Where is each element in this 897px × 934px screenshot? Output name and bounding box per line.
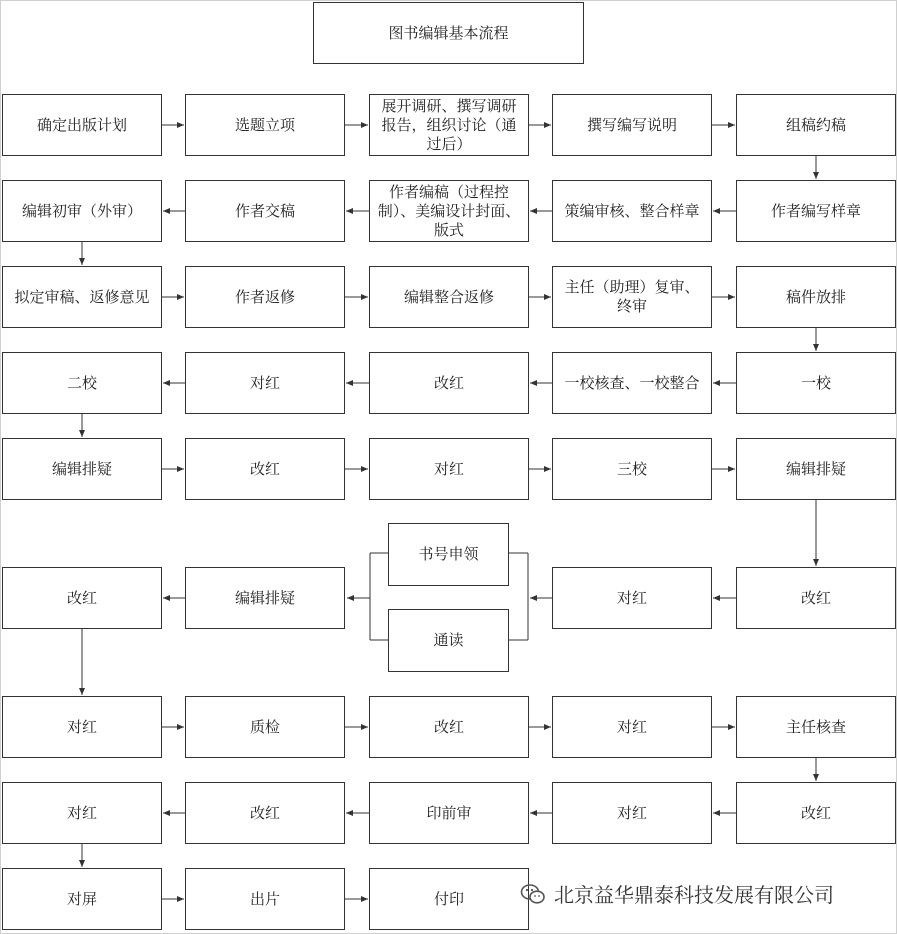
watermark-text: 北京益华鼎泰科技发展有限公司 bbox=[554, 883, 834, 907]
step-r2-c4: 策编审核、整合样章 bbox=[552, 180, 712, 242]
step-r1-c3: 展开调研、撰写调研报告，组织讨论（通过后） bbox=[369, 94, 529, 156]
step-r8-c4: 对红 bbox=[552, 782, 712, 844]
step-r7-c4: 对红 bbox=[552, 696, 712, 758]
step-r5-c2: 改红 bbox=[185, 438, 345, 500]
step-r2-c5: 作者编写样章 bbox=[736, 180, 896, 242]
step-r5-c4: 三校 bbox=[552, 438, 712, 500]
step-r2-c2: 作者交稿 bbox=[185, 180, 345, 242]
step-r4-c2: 对红 bbox=[185, 352, 345, 414]
step-r9-c3: 付印 bbox=[369, 868, 529, 930]
parallel-step-read-through: 通读 bbox=[388, 609, 509, 672]
step-r9-c1: 对屏 bbox=[2, 868, 162, 930]
step-r1-c2: 选题立项 bbox=[185, 94, 345, 156]
step-r5-c3: 对红 bbox=[369, 438, 529, 500]
step-r1-c4: 撰写编写说明 bbox=[552, 94, 712, 156]
step-r3-c4: 主任（助理）复审、终审 bbox=[552, 266, 712, 328]
watermark bbox=[520, 879, 834, 908]
step-r3-c3: 编辑整合返修 bbox=[369, 266, 529, 328]
step-r5-c5: 编辑排疑 bbox=[736, 438, 896, 500]
step-r6-c2: 编辑排疑 bbox=[185, 567, 345, 629]
step-r4-c4: 一校核查、一校整合 bbox=[552, 352, 712, 414]
step-r3-c5: 稿件放排 bbox=[736, 266, 896, 328]
step-r8-c3: 印前审 bbox=[369, 782, 529, 844]
step-r1-c5: 组稿约稿 bbox=[736, 94, 896, 156]
step-r2-c1: 编辑初审（外审） bbox=[2, 180, 162, 242]
diagram-title: 图书编辑基本流程 bbox=[313, 2, 584, 64]
step-r4-c5: 一校 bbox=[736, 352, 896, 414]
step-r4-c3: 改红 bbox=[369, 352, 529, 414]
step-r5-c1: 编辑排疑 bbox=[2, 438, 162, 500]
step-r7-c3: 改红 bbox=[369, 696, 529, 758]
step-r4-c1: 二校 bbox=[2, 352, 162, 414]
step-r9-c2: 出片 bbox=[185, 868, 345, 930]
step-r7-c1: 对红 bbox=[2, 696, 162, 758]
step-r6-c5: 改红 bbox=[736, 567, 896, 629]
step-r6-c1: 改红 bbox=[2, 567, 162, 629]
step-r8-c2: 改红 bbox=[185, 782, 345, 844]
step-r3-c2: 作者返修 bbox=[185, 266, 345, 328]
wechat-icon bbox=[520, 883, 546, 905]
step-r8-c5: 改红 bbox=[736, 782, 896, 844]
step-r3-c1: 拟定审稿、返修意见 bbox=[2, 266, 162, 328]
step-r2-c3: 作者编稿（过程控制）、美编设计封面、版式 bbox=[369, 180, 529, 242]
parallel-step-book-number: 书号申领 bbox=[388, 523, 509, 586]
step-r6-c4: 对红 bbox=[552, 567, 712, 629]
step-r1-c1: 确定出版计划 bbox=[2, 94, 162, 156]
step-r8-c1: 对红 bbox=[2, 782, 162, 844]
step-r7-c2: 质检 bbox=[185, 696, 345, 758]
step-r7-c5: 主任核查 bbox=[736, 696, 896, 758]
